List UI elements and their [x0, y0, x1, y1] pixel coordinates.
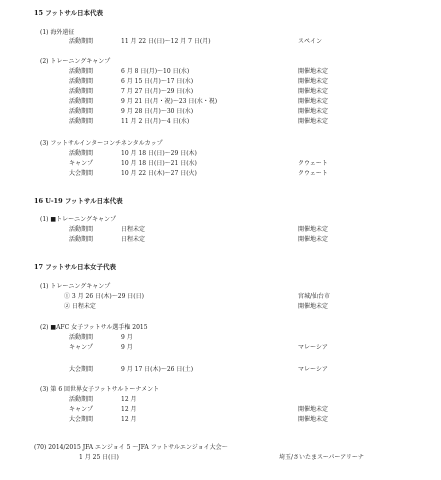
- row-date: 1 月 25 日(日): [79, 454, 119, 461]
- sec15-sub2-title: (2) トレーニングキャンプ: [40, 58, 111, 65]
- row-date: 6 月 8 日(月)～10 日(水): [121, 68, 190, 75]
- row-label: 活動期間: [69, 334, 94, 341]
- row-date: 日程未定: [121, 236, 146, 243]
- row-label: ② 日程未定: [64, 303, 96, 310]
- row-place: クウェート: [298, 170, 328, 177]
- row-date: 6 月 15 日(月)～17 日(水): [121, 78, 194, 85]
- row-date: 12 月: [121, 416, 137, 423]
- sec17-sub1-title: (1) トレーニングキャンプ: [40, 283, 111, 290]
- row-date: 12 月: [121, 396, 137, 403]
- section-70-title: (70) 2014/2015 JFA エンジョイ 5 ～JFA フットサルエンジョイ大会～: [34, 444, 228, 451]
- row-label: ① 3 月 26 日(木)～29 日(日): [64, 293, 144, 300]
- row-label: 活動期間: [69, 98, 94, 105]
- row-date: 10 月 18 日(日)～21 日(水): [121, 160, 197, 167]
- row-place: 開催地未定: [298, 236, 329, 243]
- row-place: 開催地未定: [298, 108, 329, 115]
- row-label: 活動期間: [69, 88, 94, 95]
- row-date: 9 月: [121, 334, 133, 341]
- sec15-sub1-title: (1) 海外遠征: [40, 29, 75, 36]
- row-date: 9 月 21 日(月・祝)～23 日(水・祝): [121, 98, 218, 105]
- row-date: 7 月 27 日(月)～29 日(水): [121, 88, 194, 95]
- row-label: 大会期間: [69, 170, 94, 177]
- row-label: 活動期間: [69, 108, 94, 115]
- row-label: 活動期間: [69, 396, 94, 403]
- row-place: クウェート: [298, 160, 328, 167]
- row-label: 活動期間: [69, 236, 94, 243]
- row-date: 11 月 2 日(月)～4 日(水): [121, 118, 190, 125]
- row-label: 活動期間: [69, 150, 94, 157]
- row-place: マレーシア: [298, 344, 328, 351]
- sec15-sub3-title: (3) フットサルインターコンチネンタルカップ: [40, 140, 163, 147]
- row-place: 宮城/仙台市: [298, 293, 331, 300]
- row-label: キャンプ: [69, 406, 94, 413]
- row-label: 活動期間: [69, 68, 94, 75]
- row-label: 大会期間: [69, 366, 94, 373]
- row-place: 開催地未定: [298, 303, 329, 310]
- sec17-sub3-title: (3) 第 6 回世界女子フットサルトーナメント: [40, 386, 160, 393]
- row-date: 9 月 17 日(木)～26 日(土): [121, 366, 194, 373]
- row-date: 11 月 22 日(日)～12 月 7 日(月): [121, 38, 211, 45]
- row-date: 日程未定: [121, 226, 146, 233]
- row-place: 開催地未定: [298, 406, 329, 413]
- row-place: 埼玉/さいたまスーパーアリーナ: [279, 454, 364, 461]
- row-date: 9 月: [121, 344, 133, 351]
- section-17-title: 17 フットサル日本女子代表: [34, 263, 117, 271]
- row-label: 活動期間: [69, 226, 94, 233]
- row-label: キャンプ: [69, 344, 94, 351]
- row-label: 大会期間: [69, 416, 94, 423]
- row-place: 開催地未定: [298, 226, 329, 233]
- section-16-title: 16 U-19 フットサル日本代表: [34, 197, 123, 205]
- row-date: 12 月: [121, 406, 137, 413]
- row-place: 開催地未定: [298, 416, 329, 423]
- row-date: 10 月 22 日(木)～27 日(火): [121, 170, 197, 177]
- row-place: 開催地未定: [298, 88, 329, 95]
- row-place: 開催地未定: [298, 98, 329, 105]
- row-place: 開催地未定: [298, 78, 329, 85]
- row-date: 10 月 18 日(日)～29 日(木): [121, 150, 197, 157]
- row-place: 開催地未定: [298, 118, 329, 125]
- sec17-sub2-title: (2) ■AFC 女子フットサル選手権 2015: [40, 324, 148, 331]
- row-label: 活動期間: [69, 118, 94, 125]
- row-place: 開催地未定: [298, 68, 329, 75]
- sec16-sub1-title: (1) ■トレーニングキャンプ: [40, 216, 116, 223]
- row-place: スペイン: [298, 38, 323, 45]
- row-place: マレーシア: [298, 366, 328, 373]
- section-15-title: 15 フットサル日本代表: [34, 9, 104, 17]
- row-label: 活動期間: [69, 78, 94, 85]
- row-label: キャンプ: [69, 160, 94, 167]
- row-label: 活動期間: [69, 38, 94, 45]
- row-date: 9 月 28 日(月)～30 日(水): [121, 108, 194, 115]
